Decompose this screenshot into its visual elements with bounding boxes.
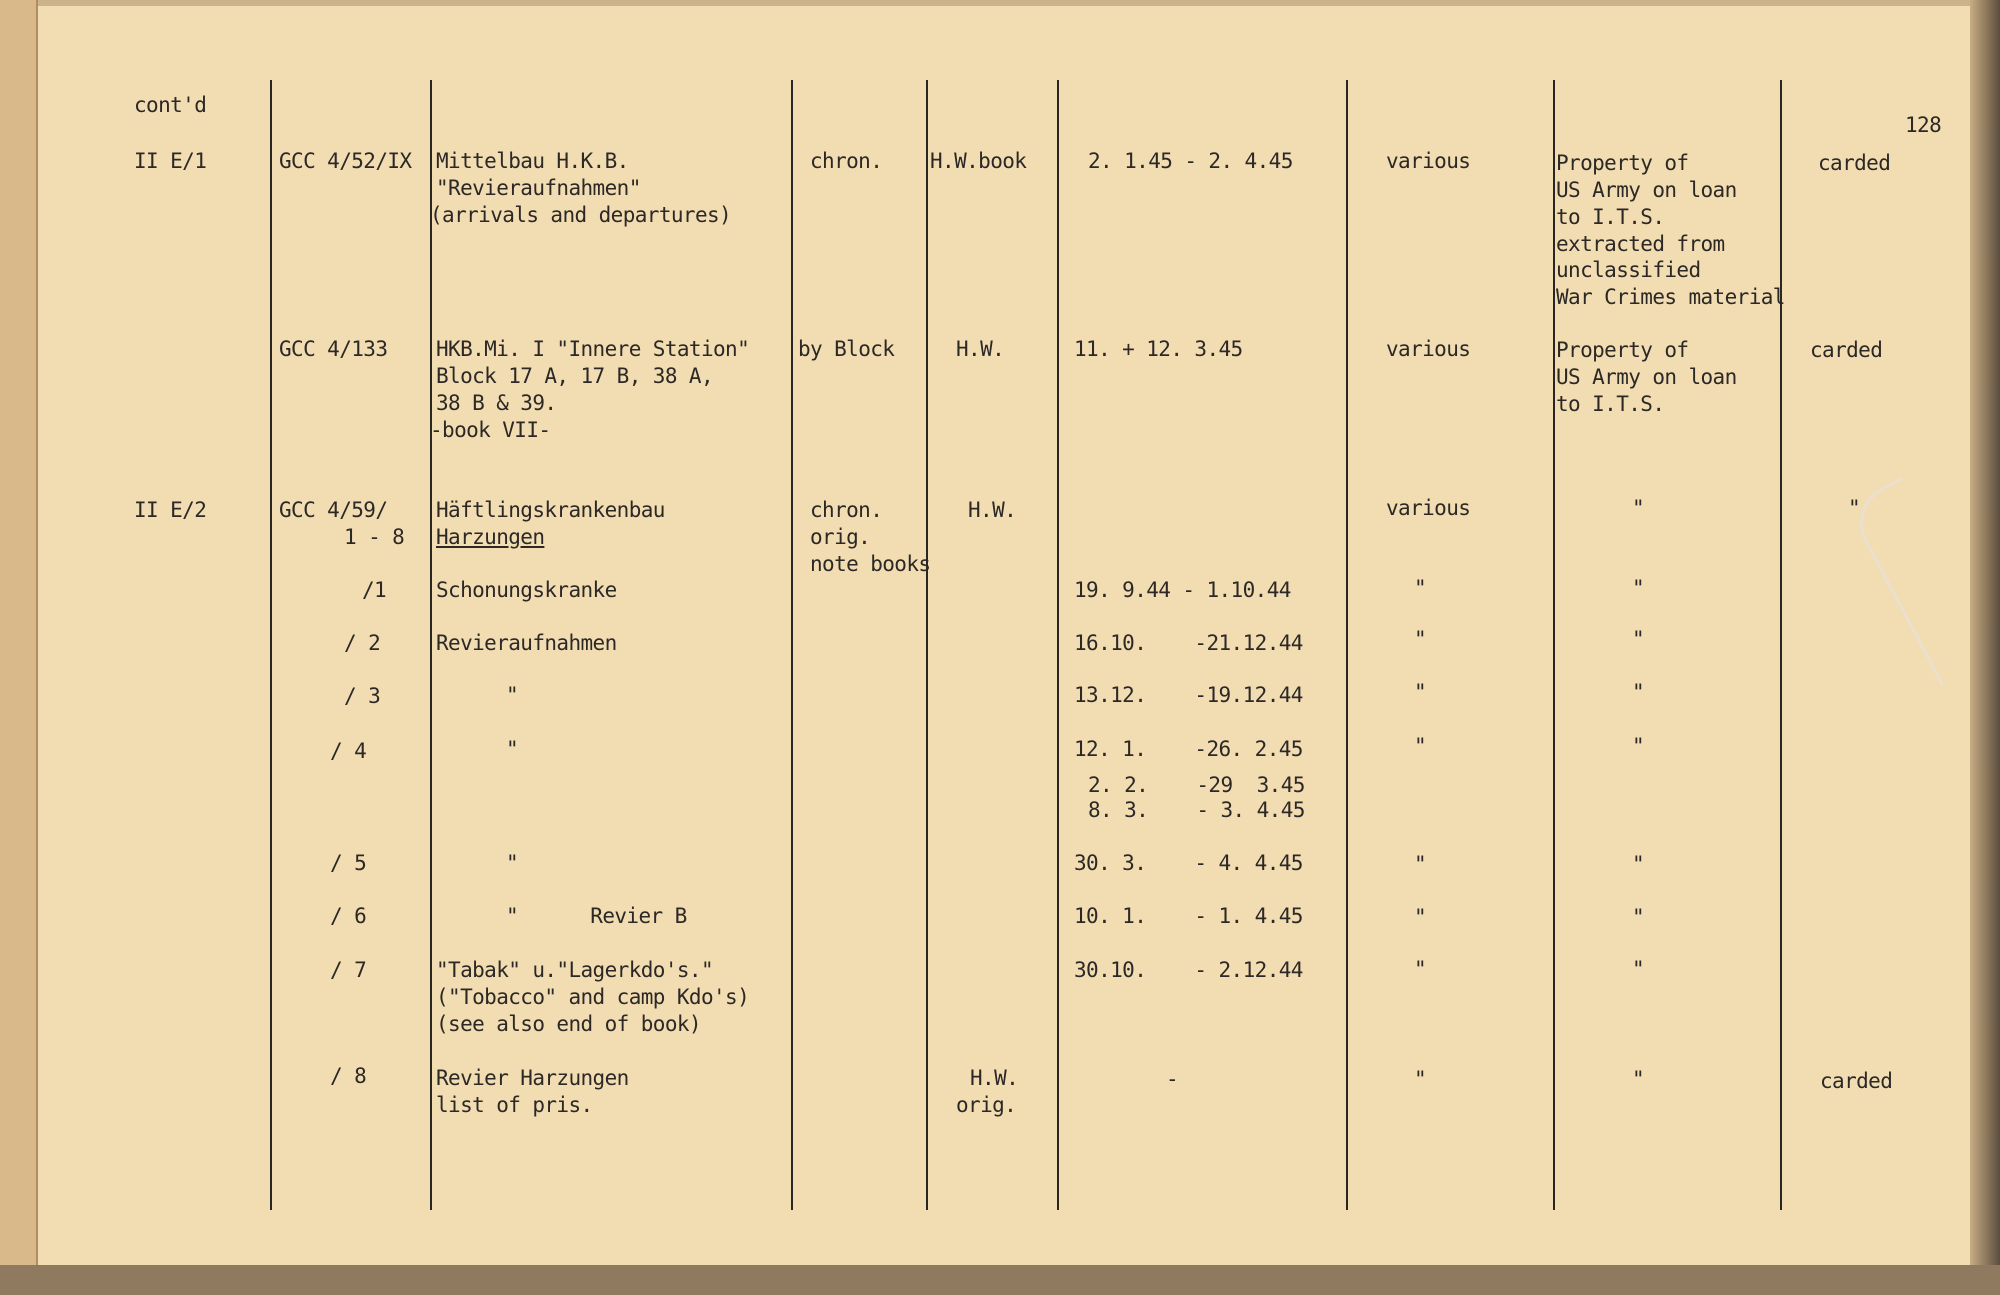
entry-title-line: 38 B & 39. (436, 391, 557, 415)
page-top-edge (36, 0, 2000, 6)
reference-number: GCC 4/133 (279, 337, 388, 361)
card-status: " (1848, 496, 1861, 520)
remarks-line: to I.T.S. (1556, 392, 1665, 416)
subentry-title: ("Tobacco" and camp Kdo's) (436, 985, 750, 1009)
column-rule (270, 80, 272, 1210)
series-code: II E/1 (134, 149, 207, 173)
subentry-title: (see also end of book) (436, 1012, 701, 1036)
column-rule (1057, 80, 1059, 1210)
subentry-title: " (506, 851, 519, 875)
reference-number: 1 - 8 (344, 525, 405, 549)
entry-title-line: Block 17 A, 17 B, 38 A, (436, 364, 713, 388)
subentry-title: " Revier B (506, 904, 687, 928)
entry-title-line: HKB.Mi. I "Innere Station" (436, 337, 750, 361)
date-range: 13.12. -19.12.44 (1074, 683, 1303, 707)
date-range: 2. 2. -29 3.45 (1088, 773, 1305, 797)
subentry-title: " (506, 737, 519, 761)
remarks-line: " (1632, 576, 1645, 600)
subentry-number: /1 (362, 578, 387, 602)
language: " (1414, 1067, 1427, 1091)
remarks-line: US Army on loan (1556, 365, 1737, 389)
remarks-line: " (1632, 734, 1645, 758)
card-status: carded (1818, 151, 1891, 175)
column-rule (926, 80, 928, 1210)
date-range: 30.10. - 2.12.44 (1074, 958, 1303, 982)
entry-title-line: (arrivals and departures) (430, 203, 732, 227)
remarks-line: US Army on loan (1556, 178, 1737, 202)
column-rule (791, 80, 793, 1210)
subentry-title: " (506, 683, 519, 707)
subentry-number: / 8 (330, 1064, 367, 1088)
subentry-title: Schonungskranke (436, 578, 617, 602)
arrangement: orig. (810, 525, 871, 549)
language: " (1414, 852, 1427, 876)
page-number: 128 (1905, 113, 1942, 137)
subentry-number: / 4 (330, 739, 367, 763)
record-type: H.W. (968, 498, 1017, 522)
remarks-line: to I.T.S. (1556, 205, 1665, 229)
language: various (1386, 149, 1471, 173)
date-range: 10. 1. - 1. 4.45 (1074, 904, 1303, 928)
date-range: 19. 9.44 - 1.10.44 (1074, 578, 1291, 602)
series-code: II E/2 (134, 498, 207, 522)
date-range: - (1166, 1067, 1179, 1091)
remarks-line: Property of (1556, 151, 1689, 175)
card-status: carded (1810, 338, 1883, 362)
remarks-line: " (1632, 957, 1645, 981)
date-range: 11. + 12. 3.45 (1074, 337, 1243, 361)
column-rule (1553, 80, 1555, 1210)
remarks-line: unclassified (1556, 258, 1701, 282)
entry-title-line: Harzungen (436, 525, 545, 549)
arrangement: chron. (810, 149, 883, 173)
remarks-line: " (1632, 1067, 1645, 1091)
reference-number: GCC 4/52/IX (279, 149, 412, 173)
card-status: carded (1820, 1069, 1893, 1093)
subentry-title: "Tabak" u."Lagerkdo's." (436, 958, 713, 982)
subentry-title: list of pris. (436, 1093, 593, 1117)
column-rule (430, 80, 432, 1210)
subentry-number: / 3 (344, 684, 381, 708)
entry-title-line: -book VII- (430, 418, 551, 442)
language: " (1414, 734, 1427, 758)
date-range: 2. 1.45 - 2. 4.45 (1088, 149, 1293, 173)
language: " (1414, 680, 1427, 704)
record-type: H.W. (956, 337, 1005, 361)
remarks-line: War Crimes material (1556, 285, 1785, 309)
date-range: 8. 3. - 3. 4.45 (1088, 798, 1305, 822)
record-type: H.W.book (930, 149, 1027, 173)
date-range: 16.10. -21.12.44 (1074, 631, 1303, 655)
subentry-title: Revieraufnahmen (436, 631, 617, 655)
subentry-title: Revier Harzungen (436, 1066, 629, 1090)
language: " (1414, 627, 1427, 651)
arrangement: by Block (798, 337, 895, 361)
entry-title-line: Mittelbau H.K.B. (436, 149, 629, 173)
record-type: H.W. (970, 1066, 1019, 1090)
language: various (1386, 337, 1471, 361)
arrangement: chron. (810, 498, 883, 522)
remarks-line: " (1632, 905, 1645, 929)
language: " (1414, 576, 1427, 600)
subentry-number: / 2 (344, 631, 381, 655)
remarks-line: " (1632, 852, 1645, 876)
remarks-line: " (1632, 680, 1645, 704)
subentry-number: / 7 (330, 958, 367, 982)
page-bottom-edge (0, 1265, 2000, 1295)
date-range: 30. 3. - 4. 4.45 (1074, 851, 1303, 875)
arrangement: note books (810, 552, 931, 576)
remarks-line: extracted from (1556, 232, 1725, 256)
record-type: orig. (956, 1093, 1017, 1117)
remarks-line: " (1632, 627, 1645, 651)
subentry-number: / 5 (330, 851, 367, 875)
language: " (1414, 905, 1427, 929)
language: various (1386, 496, 1471, 520)
date-range: 12. 1. -26. 2.45 (1074, 737, 1303, 761)
language: " (1414, 957, 1427, 981)
remarks-line: Property of (1556, 338, 1689, 362)
entry-title-line: "Revieraufnahmen" (436, 176, 641, 200)
entry-title-line: Häftlingskrankenbau (436, 498, 665, 522)
column-rule (1346, 80, 1348, 1210)
remarks-line: " (1632, 496, 1645, 520)
subentry-number: / 6 (330, 904, 367, 928)
book-binding (0, 0, 38, 1295)
reference-number: GCC 4/59/ (279, 498, 388, 522)
contd-label: cont'd (134, 93, 207, 117)
column-rule (1780, 80, 1782, 1210)
